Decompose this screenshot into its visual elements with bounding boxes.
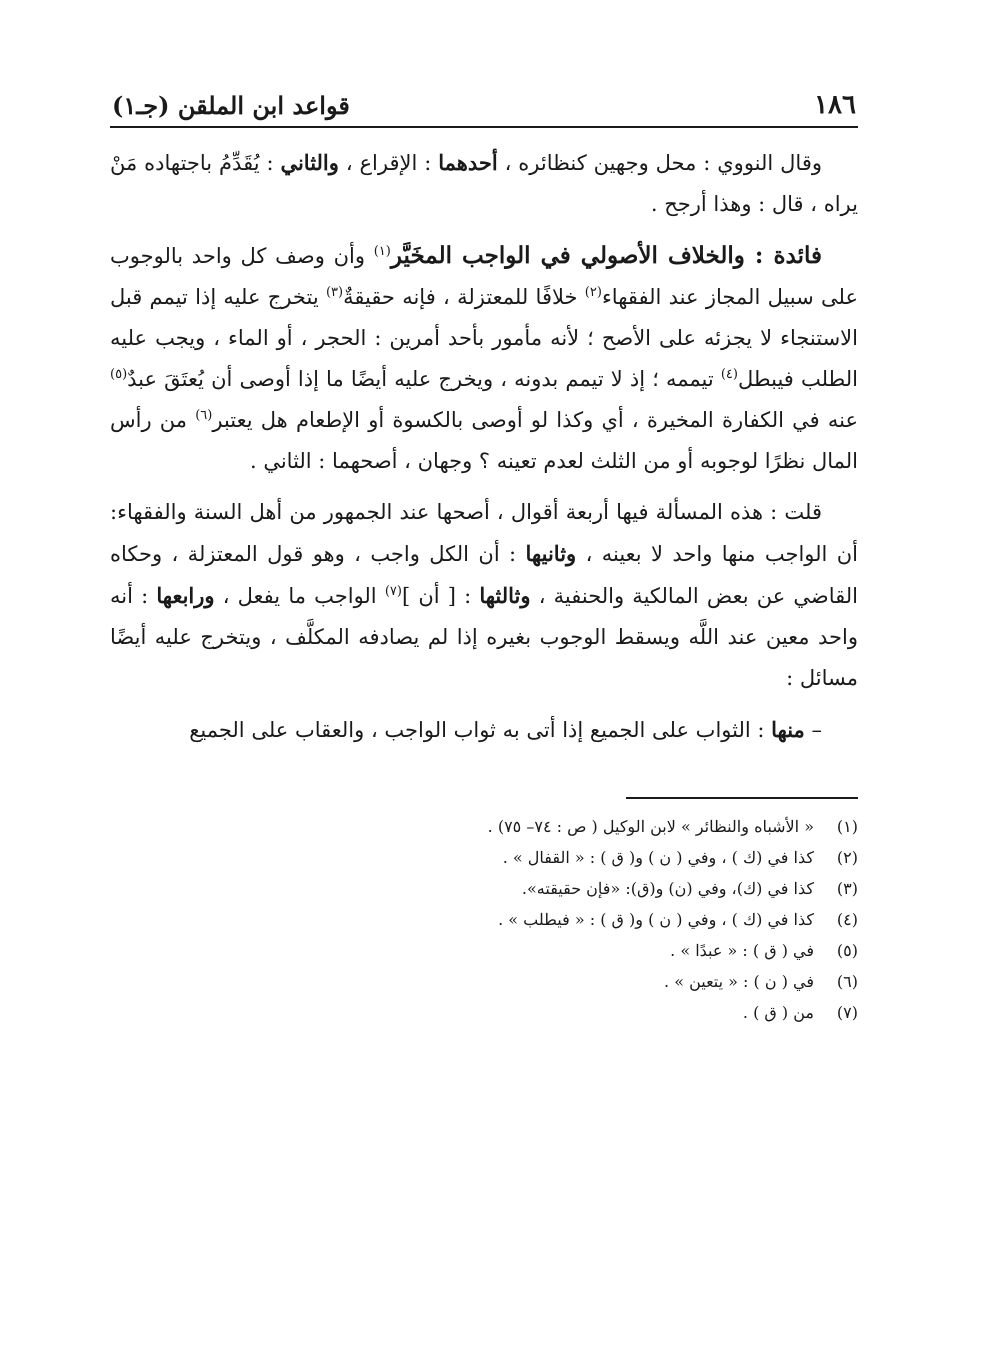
text-run: الواجب ما يفعل ، [214, 584, 385, 608]
bold-term: منها [771, 717, 805, 742]
footnote-text: من ( ق ) . [742, 1003, 814, 1022]
footnote-text: كذا في (ك ) ، وفي ( ن ) و( ق ) : « القفال » . [502, 848, 814, 867]
footnote-text: في ( ق ) : « عبدًا » . [670, 941, 814, 960]
text-run: : أن الكل واجب ، وهو قول المعتزلة ، وحكاه القاضي عن بعض المالكية والحنفية ، [110, 542, 858, 608]
text-run: : الإقراع ، [338, 151, 439, 175]
footnote-text: كذا في (ك ) ، وفي ( ن ) و( ق ) : « فيطلب » . [498, 910, 814, 929]
text-run: يتخرج عليه إذا تيمم قبل الاستنجاء لا يجزئه على الأصح ؛ لأنه مأمور بأحد أمرين : الحجر ، أو الماء ، ويجب عليه الطلب فيبطل [110, 285, 858, 391]
bold-term: والثاني [280, 150, 339, 175]
paragraph-faida [110, 235, 858, 482]
footnote-item [110, 873, 858, 904]
footnote-ref: (٢) [584, 285, 602, 300]
footnote-number: (١) [836, 817, 858, 836]
footnote-number: (٦) [836, 972, 858, 991]
text-run: وأن وصف كل واحد بالوجوب على سبيل المجاز عند الفقهاء [110, 244, 859, 309]
text-run: : يُقَدِّمُ باجتهاده مَنْ يراه ، قال : وهذا أرجح . [110, 151, 858, 216]
page-header [110, 70, 858, 128]
bold-term: وثالثها [479, 583, 531, 608]
footnote-number: (٧) [836, 1003, 858, 1022]
text-run: – [804, 718, 822, 742]
footnote-number: (٥) [836, 941, 858, 960]
footnote-item [110, 997, 858, 1028]
paragraph-nawawi [110, 142, 858, 225]
footnote-number: (٤) [836, 910, 858, 929]
footnote-item [110, 904, 858, 935]
paragraph-qultu [110, 492, 858, 699]
footnote-item [110, 842, 858, 873]
book-title: قواعد ابن الملقن (جـ١) [112, 91, 350, 120]
bold-term: وثانيها [525, 541, 577, 566]
book-page [110, 70, 858, 1028]
bold-term: أحدهما [438, 150, 498, 175]
footnote-separator [626, 797, 858, 799]
footnote-ref: (٣) [325, 285, 344, 300]
bold-term: ورابعها [156, 583, 215, 608]
text-run: وقال النووي : محل وجهين كنظائره ، [497, 151, 822, 175]
footnote-ref: (٦) [195, 408, 213, 423]
footnote-text: في ( ن ) : « يتعين » . [664, 972, 814, 991]
text-run: : أنه واحد معين عند اللَّه ويسقط الوجوب بغيره إذا لم يصادفه المكلَّف ، ويتخرج عليه أيضًا مسائل : [110, 584, 858, 690]
footnote-item [110, 935, 858, 966]
footnote-ref: (٥) [110, 367, 128, 382]
footnote-number: (٢) [836, 848, 858, 867]
footnote-item [110, 966, 858, 997]
text-run: من رأس المال نظرًا لوجوبه أو من الثلث لعدم تعينه ؟ وجهان ، أصحهما : الثاني . [110, 408, 858, 473]
footnote-number: (٣) [836, 879, 858, 898]
page-number: ١٨٦ [814, 90, 856, 120]
text-run: تيممه ؛ إذ لا تيمم بدونه ، ويخرج عليه أيضًا ما إذا أوصى أن يُعتَقَ عبدٌ [127, 367, 721, 391]
text-run: خلافًا للمعتزلة ، فإنه حقيقةٌ [343, 285, 585, 309]
footnotes [110, 811, 858, 1028]
footnote-ref: (٧) [384, 584, 402, 599]
main-text [110, 142, 858, 751]
footnote-item [110, 811, 858, 842]
text-run: : [ أن ] [401, 584, 480, 608]
footnote-text: كذا في (ك)، وفي (ن) و(ق): «فإن حقيقته». [521, 879, 814, 898]
footnote-text: « الأشباه والنظائر » لابن الوكيل ( ص : ٧٤– ٧٥) . [487, 817, 814, 836]
footnote-ref: (١) [373, 244, 391, 259]
text-run: عنه في الكفارة المخيرة ، أي وكذا لو أوصى بالكسوة أو الإطعام هل يعتبر [212, 408, 858, 432]
text-run: : الثواب على الجميع إذا أتى به ثواب الواجب ، والعقاب على الجميع [189, 718, 772, 742]
paragraph-minha [110, 709, 858, 751]
faida-heading: فائدة : والخلاف الأصولي في الواجب المخَيَّر [390, 242, 822, 269]
footnote-ref: (٤) [720, 367, 738, 382]
text-run: قلت : هذه المسألة فيها أربعة أقوال ، أصحها عند الجمهور من أهل السنة والفقهاء: أن الواجب منها واحد لا بعينه ، [110, 500, 859, 566]
